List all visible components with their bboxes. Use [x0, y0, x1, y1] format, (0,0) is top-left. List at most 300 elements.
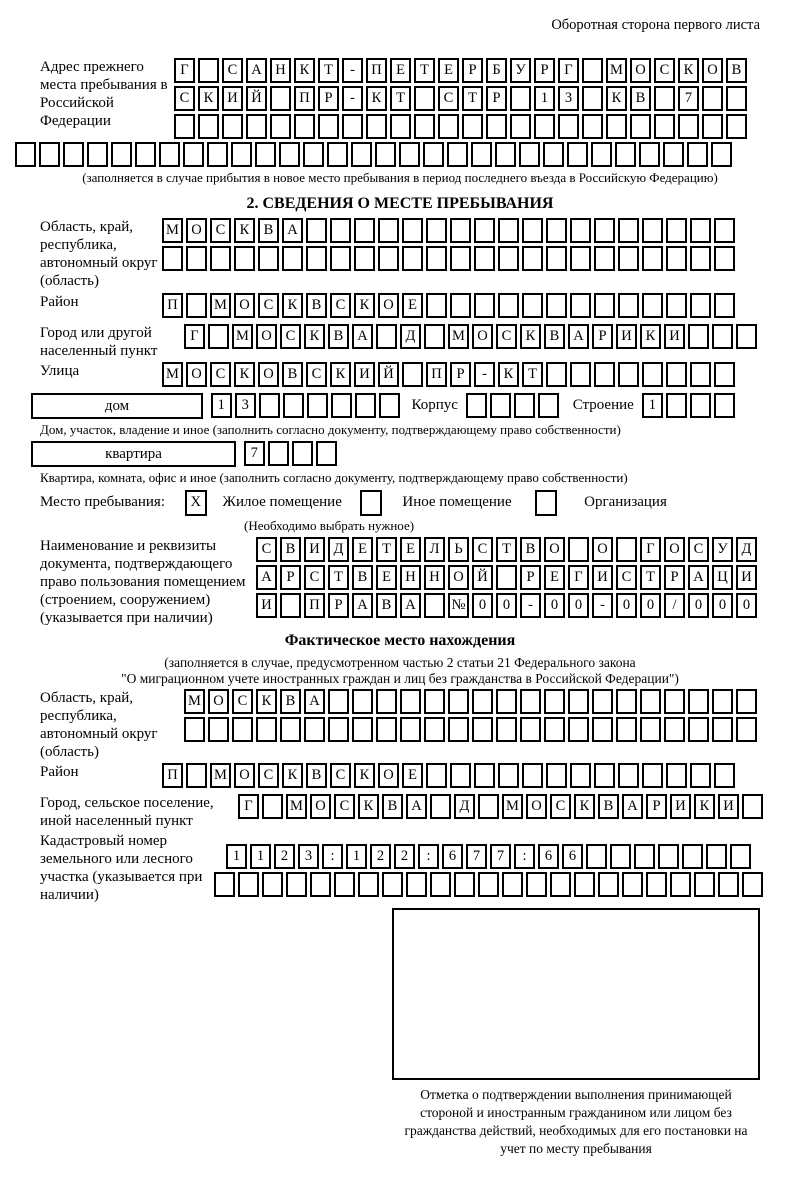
char-cell[interactable] [498, 218, 519, 243]
char-cell[interactable]: С [330, 763, 351, 788]
char-cell[interactable] [690, 246, 711, 271]
char-cell[interactable]: Р [534, 58, 555, 83]
char-cell[interactable] [666, 393, 687, 418]
char-cell[interactable]: Г [640, 537, 661, 562]
char-cell[interactable]: Р [592, 324, 613, 349]
char-cell[interactable]: В [306, 763, 327, 788]
char-cell[interactable]: С [232, 689, 253, 714]
char-cell[interactable]: - [520, 593, 541, 618]
char-cell[interactable] [270, 114, 291, 139]
char-cell[interactable]: В [598, 794, 619, 819]
char-cell[interactable] [514, 393, 535, 418]
char-cell[interactable] [327, 142, 348, 167]
char-cell[interactable] [430, 872, 451, 897]
char-cell[interactable] [331, 393, 352, 418]
char-cell[interactable]: К [294, 58, 315, 83]
char-cell[interactable] [558, 114, 579, 139]
char-cell[interactable] [406, 872, 427, 897]
char-cell[interactable] [472, 717, 493, 742]
char-cell[interactable] [376, 717, 397, 742]
char-cell[interactable] [690, 293, 711, 318]
char-cell[interactable] [186, 246, 207, 271]
char-cell[interactable]: 2 [394, 844, 415, 869]
char-cell[interactable] [426, 763, 447, 788]
char-cell[interactable]: 1 [642, 393, 663, 418]
char-cell[interactable]: О [378, 763, 399, 788]
char-cell[interactable] [376, 689, 397, 714]
char-cell[interactable] [382, 872, 403, 897]
char-cell[interactable] [207, 142, 228, 167]
char-cell[interactable] [718, 872, 739, 897]
char-cell[interactable]: К [694, 794, 715, 819]
char-cell[interactable]: Р [280, 565, 301, 590]
char-cell[interactable]: Й [246, 86, 267, 111]
char-cell[interactable]: С [472, 537, 493, 562]
char-cell[interactable] [474, 246, 495, 271]
char-cell[interactable]: М [606, 58, 627, 83]
char-cell[interactable] [292, 441, 313, 466]
char-cell[interactable] [706, 844, 727, 869]
char-cell[interactable]: П [162, 293, 183, 318]
char-cell[interactable]: У [712, 537, 733, 562]
char-cell[interactable] [618, 218, 639, 243]
char-cell[interactable]: С [256, 537, 277, 562]
char-cell[interactable] [498, 293, 519, 318]
char-cell[interactable] [570, 362, 591, 387]
char-cell[interactable] [466, 393, 487, 418]
char-cell[interactable] [495, 142, 516, 167]
char-cell[interactable] [454, 872, 475, 897]
char-cell[interactable]: Е [352, 537, 373, 562]
char-cell[interactable] [742, 794, 763, 819]
char-cell[interactable]: Й [378, 362, 399, 387]
char-cell[interactable] [642, 362, 663, 387]
char-cell[interactable]: К [606, 86, 627, 111]
char-cell[interactable] [694, 872, 715, 897]
char-cell[interactable]: С [210, 362, 231, 387]
char-cell[interactable] [618, 293, 639, 318]
char-cell[interactable] [574, 872, 595, 897]
char-cell[interactable] [522, 763, 543, 788]
char-cell[interactable] [330, 218, 351, 243]
char-cell[interactable] [294, 114, 315, 139]
char-cell[interactable]: И [592, 565, 613, 590]
char-cell[interactable]: 7 [466, 844, 487, 869]
char-cell[interactable]: К [282, 763, 303, 788]
char-cell[interactable]: 0 [568, 593, 589, 618]
char-cell[interactable] [268, 441, 289, 466]
char-cell[interactable] [474, 293, 495, 318]
char-cell[interactable] [426, 246, 447, 271]
char-cell[interactable] [306, 218, 327, 243]
char-cell[interactable]: 7 [244, 441, 265, 466]
char-cell[interactable]: А [352, 593, 373, 618]
char-cell[interactable]: В [726, 58, 747, 83]
char-cell[interactable] [400, 689, 421, 714]
char-cell[interactable]: К [234, 218, 255, 243]
char-cell[interactable] [714, 293, 735, 318]
char-cell[interactable] [280, 717, 301, 742]
char-cell[interactable] [618, 246, 639, 271]
char-cell[interactable] [262, 794, 283, 819]
char-cell[interactable]: К [256, 689, 277, 714]
char-cell[interactable] [664, 717, 685, 742]
char-cell[interactable]: Е [376, 565, 397, 590]
checkbox-residential[interactable]: X [185, 490, 207, 516]
char-cell[interactable] [256, 717, 277, 742]
char-cell[interactable] [654, 86, 675, 111]
char-cell[interactable] [183, 142, 204, 167]
char-cell[interactable] [424, 689, 445, 714]
char-cell[interactable]: 0 [736, 593, 757, 618]
char-cell[interactable] [618, 763, 639, 788]
char-cell[interactable] [736, 689, 757, 714]
char-cell[interactable]: В [282, 362, 303, 387]
char-cell[interactable]: Н [400, 565, 421, 590]
char-cell[interactable]: К [358, 794, 379, 819]
char-cell[interactable]: Р [450, 362, 471, 387]
char-cell[interactable]: А [400, 593, 421, 618]
char-cell[interactable]: К [574, 794, 595, 819]
char-cell[interactable]: Р [520, 565, 541, 590]
char-cell[interactable] [430, 794, 451, 819]
char-cell[interactable]: 3 [298, 844, 319, 869]
char-cell[interactable]: К [678, 58, 699, 83]
char-cell[interactable] [730, 844, 751, 869]
char-cell[interactable] [522, 218, 543, 243]
char-cell[interactable]: Т [390, 86, 411, 111]
char-cell[interactable]: Г [184, 324, 205, 349]
char-cell[interactable] [231, 142, 252, 167]
char-cell[interactable]: В [352, 565, 373, 590]
char-cell[interactable]: М [162, 218, 183, 243]
char-cell[interactable]: Д [736, 537, 757, 562]
char-cell[interactable] [520, 689, 541, 714]
char-cell[interactable] [402, 246, 423, 271]
char-cell[interactable] [378, 246, 399, 271]
char-cell[interactable] [414, 86, 435, 111]
char-cell[interactable]: С [330, 293, 351, 318]
char-cell[interactable]: 0 [472, 593, 493, 618]
char-cell[interactable]: М [210, 293, 231, 318]
char-cell[interactable] [307, 393, 328, 418]
char-cell[interactable] [594, 218, 615, 243]
char-cell[interactable] [330, 246, 351, 271]
char-cell[interactable] [640, 689, 661, 714]
char-cell[interactable] [687, 142, 708, 167]
char-cell[interactable] [736, 324, 757, 349]
char-cell[interactable] [546, 218, 567, 243]
char-cell[interactable] [328, 717, 349, 742]
char-cell[interactable]: К [234, 362, 255, 387]
char-cell[interactable] [39, 142, 60, 167]
char-cell[interactable] [714, 393, 735, 418]
char-cell[interactable]: А [246, 58, 267, 83]
char-cell[interactable] [486, 114, 507, 139]
char-cell[interactable]: Е [544, 565, 565, 590]
char-cell[interactable] [688, 689, 709, 714]
char-cell[interactable] [550, 872, 571, 897]
char-cell[interactable] [642, 293, 663, 318]
char-cell[interactable] [184, 717, 205, 742]
char-cell[interactable] [351, 142, 372, 167]
char-cell[interactable] [438, 114, 459, 139]
char-cell[interactable] [594, 246, 615, 271]
char-cell[interactable]: С [688, 537, 709, 562]
char-cell[interactable]: 0 [712, 593, 733, 618]
char-cell[interactable] [286, 872, 307, 897]
char-cell[interactable]: В [280, 689, 301, 714]
checkbox-organization[interactable] [535, 490, 557, 516]
char-cell[interactable] [702, 86, 723, 111]
char-cell[interactable] [544, 717, 565, 742]
char-cell[interactable] [519, 142, 540, 167]
char-cell[interactable]: Т [376, 537, 397, 562]
char-cell[interactable]: С [210, 218, 231, 243]
char-cell[interactable] [316, 441, 337, 466]
char-cell[interactable] [714, 362, 735, 387]
char-cell[interactable]: С [174, 86, 195, 111]
char-cell[interactable] [606, 114, 627, 139]
char-cell[interactable]: 1 [211, 393, 232, 418]
char-cell[interactable] [450, 218, 471, 243]
char-cell[interactable] [639, 142, 660, 167]
char-cell[interactable] [642, 246, 663, 271]
char-cell[interactable] [658, 844, 679, 869]
char-cell[interactable] [690, 362, 711, 387]
char-cell[interactable]: - [342, 58, 363, 83]
char-cell[interactable] [546, 763, 567, 788]
char-cell[interactable] [210, 246, 231, 271]
char-cell[interactable] [582, 86, 603, 111]
char-cell[interactable]: 1 [226, 844, 247, 869]
char-cell[interactable] [354, 246, 375, 271]
char-cell[interactable]: И [718, 794, 739, 819]
char-cell[interactable]: В [376, 593, 397, 618]
char-cell[interactable] [678, 114, 699, 139]
char-cell[interactable]: Е [402, 293, 423, 318]
char-cell[interactable]: Г [238, 794, 259, 819]
char-cell[interactable]: П [294, 86, 315, 111]
char-cell[interactable]: С [654, 58, 675, 83]
char-cell[interactable]: Т [640, 565, 661, 590]
char-cell[interactable]: 1 [250, 844, 271, 869]
char-cell[interactable] [666, 362, 687, 387]
char-cell[interactable]: 7 [678, 86, 699, 111]
char-cell[interactable]: О [186, 218, 207, 243]
char-cell[interactable] [622, 872, 643, 897]
char-cell[interactable]: А [688, 565, 709, 590]
char-cell[interactable] [646, 872, 667, 897]
char-cell[interactable]: С [438, 86, 459, 111]
char-cell[interactable]: И [256, 593, 277, 618]
char-cell[interactable] [448, 717, 469, 742]
char-cell[interactable] [472, 689, 493, 714]
char-cell[interactable]: 6 [442, 844, 463, 869]
char-cell[interactable] [496, 689, 517, 714]
char-cell[interactable]: О [592, 537, 613, 562]
char-cell[interactable] [712, 717, 733, 742]
char-cell[interactable]: 0 [688, 593, 709, 618]
char-cell[interactable] [714, 763, 735, 788]
char-cell[interactable]: И [222, 86, 243, 111]
char-cell[interactable] [682, 844, 703, 869]
char-cell[interactable] [546, 246, 567, 271]
char-cell[interactable] [526, 872, 547, 897]
char-cell[interactable] [352, 689, 373, 714]
char-cell[interactable]: 2 [370, 844, 391, 869]
char-cell[interactable] [567, 142, 588, 167]
char-cell[interactable]: Ц [712, 565, 733, 590]
char-cell[interactable] [663, 142, 684, 167]
char-cell[interactable]: О [208, 689, 229, 714]
char-cell[interactable] [402, 218, 423, 243]
char-cell[interactable] [568, 689, 589, 714]
char-cell[interactable]: 7 [490, 844, 511, 869]
char-cell[interactable]: П [162, 763, 183, 788]
char-cell[interactable] [280, 593, 301, 618]
char-cell[interactable]: С [616, 565, 637, 590]
char-cell[interactable] [379, 393, 400, 418]
char-cell[interactable] [214, 872, 235, 897]
char-cell[interactable] [570, 763, 591, 788]
char-cell[interactable] [270, 86, 291, 111]
char-cell[interactable]: / [664, 593, 685, 618]
char-cell[interactable]: 3 [558, 86, 579, 111]
char-cell[interactable] [616, 537, 637, 562]
char-cell[interactable]: О [472, 324, 493, 349]
char-cell[interactable] [279, 142, 300, 167]
char-cell[interactable] [474, 763, 495, 788]
char-cell[interactable] [522, 246, 543, 271]
char-cell[interactable] [538, 393, 559, 418]
char-cell[interactable] [424, 717, 445, 742]
char-cell[interactable]: : [418, 844, 439, 869]
char-cell[interactable]: О [310, 794, 331, 819]
char-cell[interactable]: 1 [346, 844, 367, 869]
char-cell[interactable] [496, 717, 517, 742]
char-cell[interactable] [423, 142, 444, 167]
char-cell[interactable]: О [630, 58, 651, 83]
char-cell[interactable] [592, 689, 613, 714]
char-cell[interactable]: : [322, 844, 343, 869]
char-cell[interactable] [640, 717, 661, 742]
char-cell[interactable] [259, 393, 280, 418]
char-cell[interactable] [534, 114, 555, 139]
char-cell[interactable] [208, 717, 229, 742]
char-cell[interactable]: К [354, 763, 375, 788]
char-cell[interactable]: К [282, 293, 303, 318]
char-cell[interactable] [634, 844, 655, 869]
char-cell[interactable]: Т [328, 565, 349, 590]
char-cell[interactable] [690, 218, 711, 243]
char-cell[interactable] [450, 293, 471, 318]
char-cell[interactable] [424, 324, 445, 349]
char-cell[interactable] [238, 872, 259, 897]
char-cell[interactable] [736, 717, 757, 742]
checkbox-other-premises[interactable] [360, 490, 382, 516]
char-cell[interactable] [414, 114, 435, 139]
char-cell[interactable]: Т [318, 58, 339, 83]
char-cell[interactable] [615, 142, 636, 167]
char-cell[interactable] [232, 717, 253, 742]
char-cell[interactable] [390, 114, 411, 139]
char-cell[interactable]: А [568, 324, 589, 349]
char-cell[interactable]: М [232, 324, 253, 349]
char-cell[interactable] [354, 218, 375, 243]
char-cell[interactable] [666, 293, 687, 318]
char-cell[interactable]: С [258, 763, 279, 788]
char-cell[interactable]: С [334, 794, 355, 819]
char-cell[interactable] [283, 393, 304, 418]
char-cell[interactable] [255, 142, 276, 167]
char-cell[interactable] [690, 763, 711, 788]
char-cell[interactable] [186, 293, 207, 318]
char-cell[interactable]: И [354, 362, 375, 387]
char-cell[interactable] [375, 142, 396, 167]
char-cell[interactable] [378, 218, 399, 243]
char-cell[interactable]: Е [402, 763, 423, 788]
char-cell[interactable] [282, 246, 303, 271]
char-cell[interactable] [318, 114, 339, 139]
char-cell[interactable]: В [306, 293, 327, 318]
char-cell[interactable]: М [162, 362, 183, 387]
char-cell[interactable] [664, 689, 685, 714]
char-cell[interactable]: М [502, 794, 523, 819]
char-cell[interactable] [222, 114, 243, 139]
char-cell[interactable] [594, 763, 615, 788]
char-cell[interactable] [448, 689, 469, 714]
char-cell[interactable] [642, 763, 663, 788]
char-cell[interactable]: У [510, 58, 531, 83]
char-cell[interactable] [522, 293, 543, 318]
char-cell[interactable] [688, 717, 709, 742]
char-cell[interactable]: В [258, 218, 279, 243]
char-cell[interactable] [186, 763, 207, 788]
char-cell[interactable] [400, 717, 421, 742]
char-cell[interactable]: Б [486, 58, 507, 83]
char-cell[interactable] [111, 142, 132, 167]
char-cell[interactable] [544, 689, 565, 714]
char-cell[interactable] [520, 717, 541, 742]
char-cell[interactable] [162, 246, 183, 271]
char-cell[interactable] [478, 794, 499, 819]
char-cell[interactable] [570, 246, 591, 271]
char-cell[interactable]: А [282, 218, 303, 243]
char-cell[interactable] [490, 393, 511, 418]
char-cell[interactable] [702, 114, 723, 139]
char-cell[interactable] [306, 246, 327, 271]
char-cell[interactable] [471, 142, 492, 167]
char-cell[interactable] [690, 393, 711, 418]
char-cell[interactable]: М [286, 794, 307, 819]
char-cell[interactable]: И [664, 324, 685, 349]
char-cell[interactable] [594, 293, 615, 318]
char-cell[interactable]: Г [174, 58, 195, 83]
char-cell[interactable] [366, 114, 387, 139]
char-cell[interactable]: - [342, 86, 363, 111]
char-cell[interactable] [376, 324, 397, 349]
char-cell[interactable]: 0 [640, 593, 661, 618]
char-cell[interactable]: 0 [616, 593, 637, 618]
char-cell[interactable]: С [222, 58, 243, 83]
char-cell[interactable]: - [474, 362, 495, 387]
char-cell[interactable] [234, 246, 255, 271]
char-cell[interactable]: Д [400, 324, 421, 349]
char-cell[interactable] [174, 114, 195, 139]
char-cell[interactable]: А [406, 794, 427, 819]
char-cell[interactable] [399, 142, 420, 167]
